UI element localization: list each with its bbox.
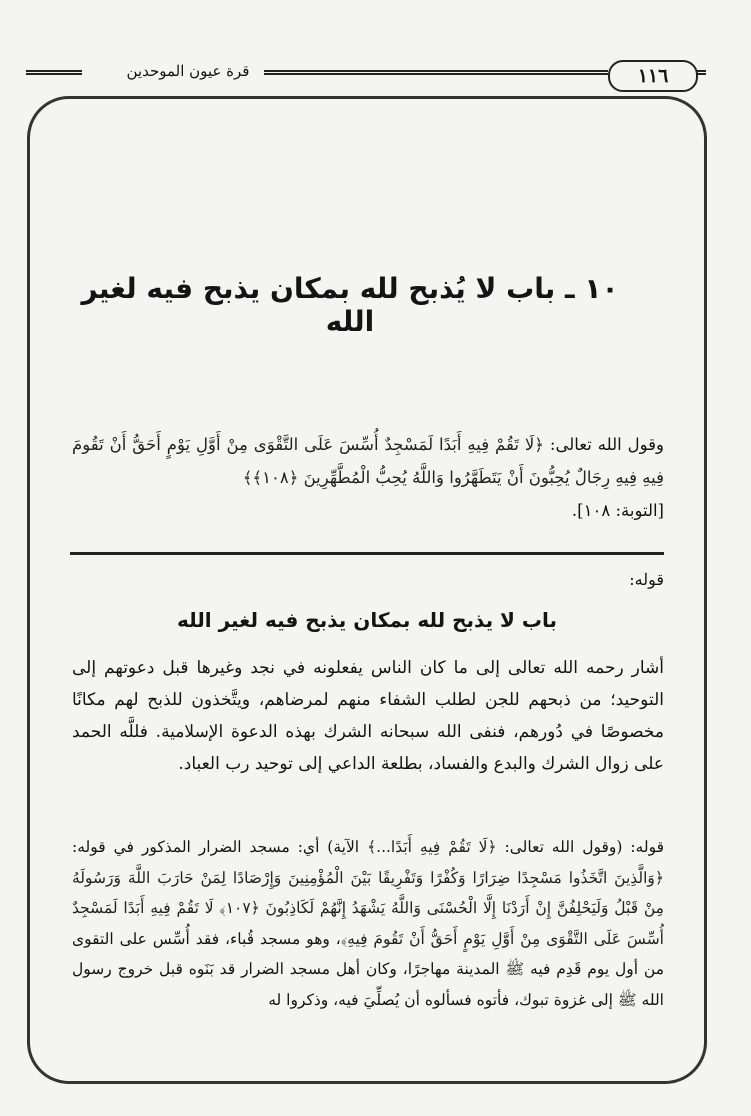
page-header [26,58,706,92]
commentary-paragraph-2 [72,832,664,1015]
chapter-title: ١٠ ـ باب لا يُذبح لله بمكان يذبح فيه لغير الله [81,272,619,338]
commentary-label: قوله: [629,570,664,589]
paragraph-2-tail: ، وهو مسجد قُباء، فقد أُسِّس على التقوى من أول يوم قَدِم فيه ﷺ المدينة مهاجرًا، وكان أهل مسجد الضرار قد بَنَوه قبل خروج رسول الله ﷺ إلى غزوة تبوك، فأتوه فسألوه أن يُصلِّيَ فيه، وذكروا له [72,929,664,1009]
verse-citation: [التوبة: ١٠٨]. [571,501,664,520]
paragraph-2-mid: الآية) أي: مسجد الضرار المذكور في قوله: [72,838,360,856]
quran-quote-1: ﴿لَا تَقُمْ فِيهِ أَبَدًا...﴾ [367,838,497,856]
paragraph-2-lead: قوله: (وقول الله تعالى: [504,838,665,856]
verse-text: ﴿لَا تَقُمْ فِيهِ أَبَدًا لَمَسْجِدٌ أُسِّسَ عَلَى التَّقْوَى مِنْ أَوَّلِ يَوْمٍ أَحَقُّ أَنْ تَقُومَ فِيهِ فِيهِ رِجَالٌ يُحِبُّونَ أَنْ يَتَطَهَّرُوا وَاللَّهُ يُحِبُّ الْمُطَّهِّرِينَ ﴿١٠٨﴾﴾ [72,435,664,487]
verse-intro: وقول الله تعالى: [549,435,664,454]
verse-block [72,428,664,527]
quran-quote-2: ﴿وَالَّذِينَ اتَّخَذُوا مَسْجِدًا ضِرَارًا وَكُفْرًا وَتَفْرِيقًا بَيْنَ الْمُؤْمِنِينَ وَإِرْصَادًا لِمَنْ حَارَبَ اللَّهَ وَرَسُولَهُ مِنْ قَبْلُ وَلَيَحْلِفُنَّ إِنْ أَرَدْنَا إِلَّا الْحُسْنَى وَاللَّهُ يَشْهَدُ إِنَّهُمْ لَكَاذِبُونَ ﴿١٠٧﴾ لَا تَقُمْ فِيهِ أَبَدًا لَمَسْجِدٌ أُسِّسَ عَلَى التَّقْوَى مِنْ أَوَّلِ يَوْمٍ أَحَقُّ أَنْ تَقُومَ فِيهِ﴾ [72,868,664,948]
section-divider [70,552,664,555]
commentary-subheading: باب لا يذبح لله بمكان يذبح فيه لغير الله [176,608,558,632]
running-title: قرة عيون الموحدين [126,62,250,80]
header-rule-middle [264,70,608,75]
header-rule-right [696,70,706,75]
commentary-paragraph-1: أشار رحمه الله تعالى إلى ما كان الناس يفعلونه في نجد وغيرها قبل دعوتهم إلى التوحيد؛ من ذبحهم للجن لطلب الشفاء منهم لمرضاهم، ويتَّخذون للذبح لهم مكانًا مخصوصًا في دُورهم، فنفى الله سبحانه الشرك بهذه الدعوة الإسلامية. فللَّه الحمد على زوال الشرك والبدع والفساد، بطلعة الداعي إلى توحيد رب العباد. [72,658,664,774]
header-rule-left [26,70,82,75]
page-number: ١١٦ [608,60,698,92]
